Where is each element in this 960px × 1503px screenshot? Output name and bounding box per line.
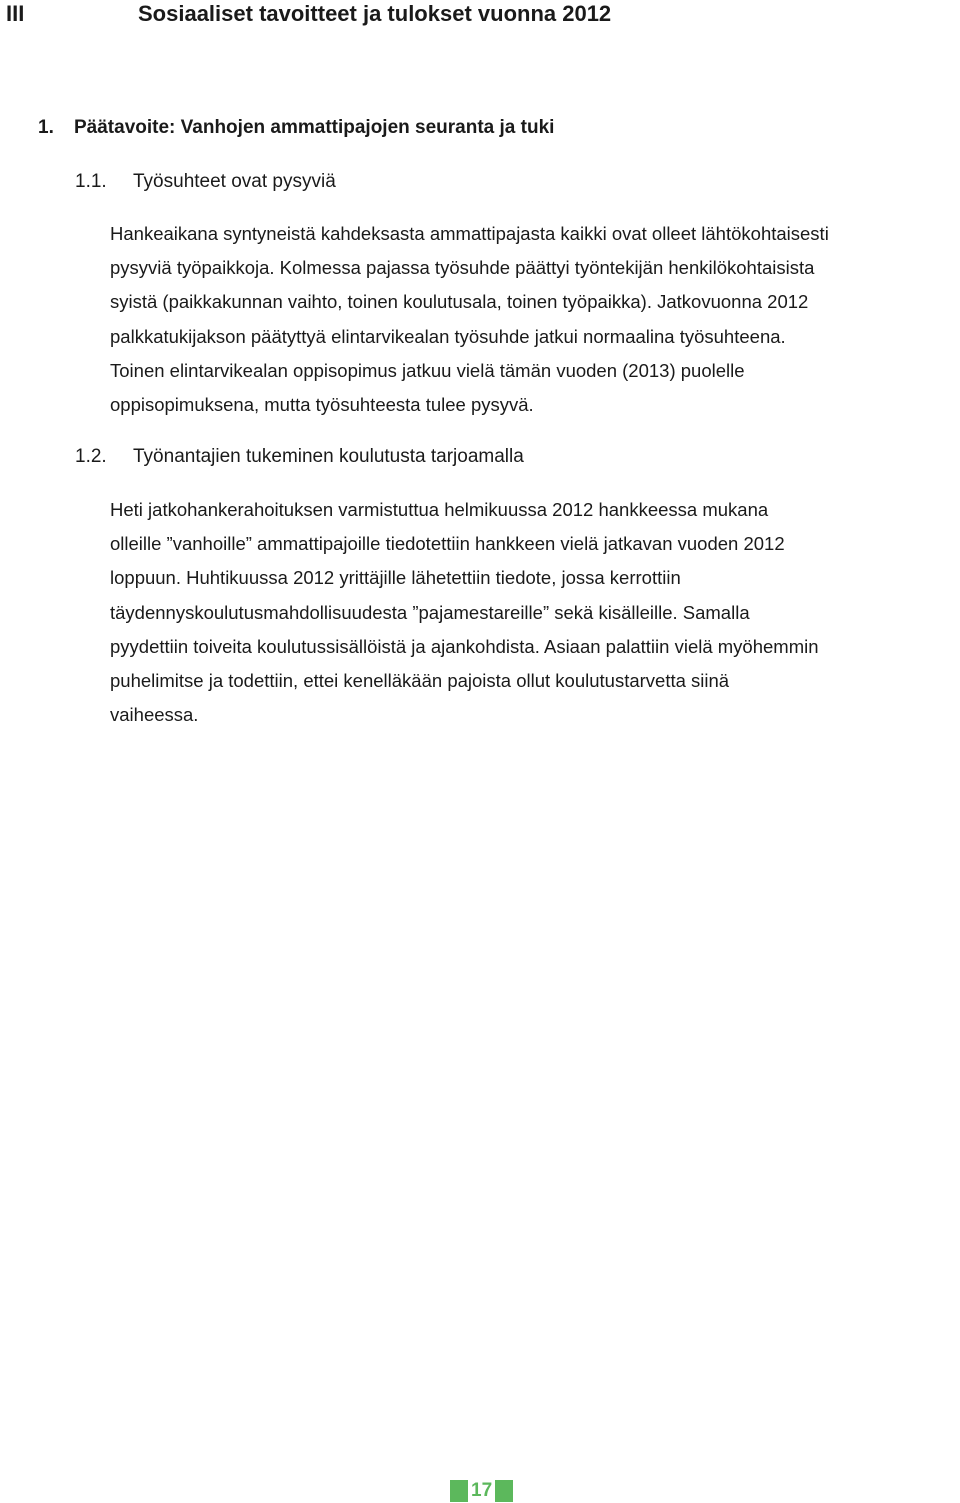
text-line: Hankeaikana syntyneistä kahdeksasta ammattipajasta kaikki ovat olleet lähtökohtaisesti xyxy=(110,223,829,244)
subsection-title: Työsuhteet ovat pysyviä xyxy=(133,171,336,192)
text-line: pyydettiin toiveita koulutussisällöistä ja ajankohdista. Asiaan palattiin vielä myöhemmin xyxy=(110,635,819,657)
subsection-heading-1-2 xyxy=(75,443,524,471)
text-line: vaiheessa. xyxy=(110,704,199,726)
text-line: pysyviä työpaikkoja. Kolmessa pajassa työsuhde päättyi työntekijän henkilökohtaisista xyxy=(110,257,815,279)
section-title: Päätavoite: Vanhojen ammattipajojen seuranta ja tuki xyxy=(74,117,555,138)
paragraph-1-1 xyxy=(110,217,960,422)
text-line: loppuun. Huhtikuussa 2012 yrittäjille lähetettiin tiedote, jossa kerrottiin xyxy=(110,567,681,589)
subsection-title: Työnantajien tukeminen koulutusta tarjoamalla xyxy=(133,446,524,467)
text-line: syistä (paikkakunnan vaihto, toinen koulutusala, toinen työpaikka). Jatkovuonna 2012 xyxy=(110,291,809,313)
text-line: täydennyskoulutusmahdollisuudesta ”pajamestareille” sekä kisälleille. Samalla xyxy=(110,601,750,623)
text-line: puhelimitse ja todettiin, ettei kenelläkään pajoista ollut koulutustarvetta siinä xyxy=(110,670,730,692)
section-number: 1. xyxy=(38,117,54,138)
green-square-left xyxy=(450,1480,468,1502)
text-line: olleille ”vanhoille” ammattipajoille tiedotettiin hankkeen vielä jatkavan vuoden 2012 xyxy=(110,533,785,555)
section-heading-1 xyxy=(38,114,554,142)
subsection-number: 1.1. xyxy=(75,171,107,192)
text-line: Toinen elintarvikealan oppisopimus jatkuu vielä tämän vuoden (2013) puolelle xyxy=(110,359,745,381)
text-line: Heti jatkohankerahoituksen varmistuttua helmikuussa 2012 hankkeessa mukana xyxy=(110,499,769,520)
chapter-title: Sosiaaliset tavoitteet ja tulokset vuonna 2012 xyxy=(138,1,612,26)
text-line: oppisopimuksena, mutta työsuhteesta tulee pysyvä. xyxy=(110,394,534,416)
subsection-number: 1.2. xyxy=(75,446,107,467)
page-footer xyxy=(450,1480,513,1502)
paragraph-1-2 xyxy=(110,493,960,732)
chapter-number: III xyxy=(6,1,25,26)
green-square-right xyxy=(495,1480,513,1502)
text-line: palkkatukijakson päätyttyä elintarvikealan työsuhde jatkui normaalina työsuhteena. xyxy=(110,325,786,347)
subsection-heading-1-1 xyxy=(75,168,336,196)
page-number: 17 xyxy=(471,1480,493,1501)
